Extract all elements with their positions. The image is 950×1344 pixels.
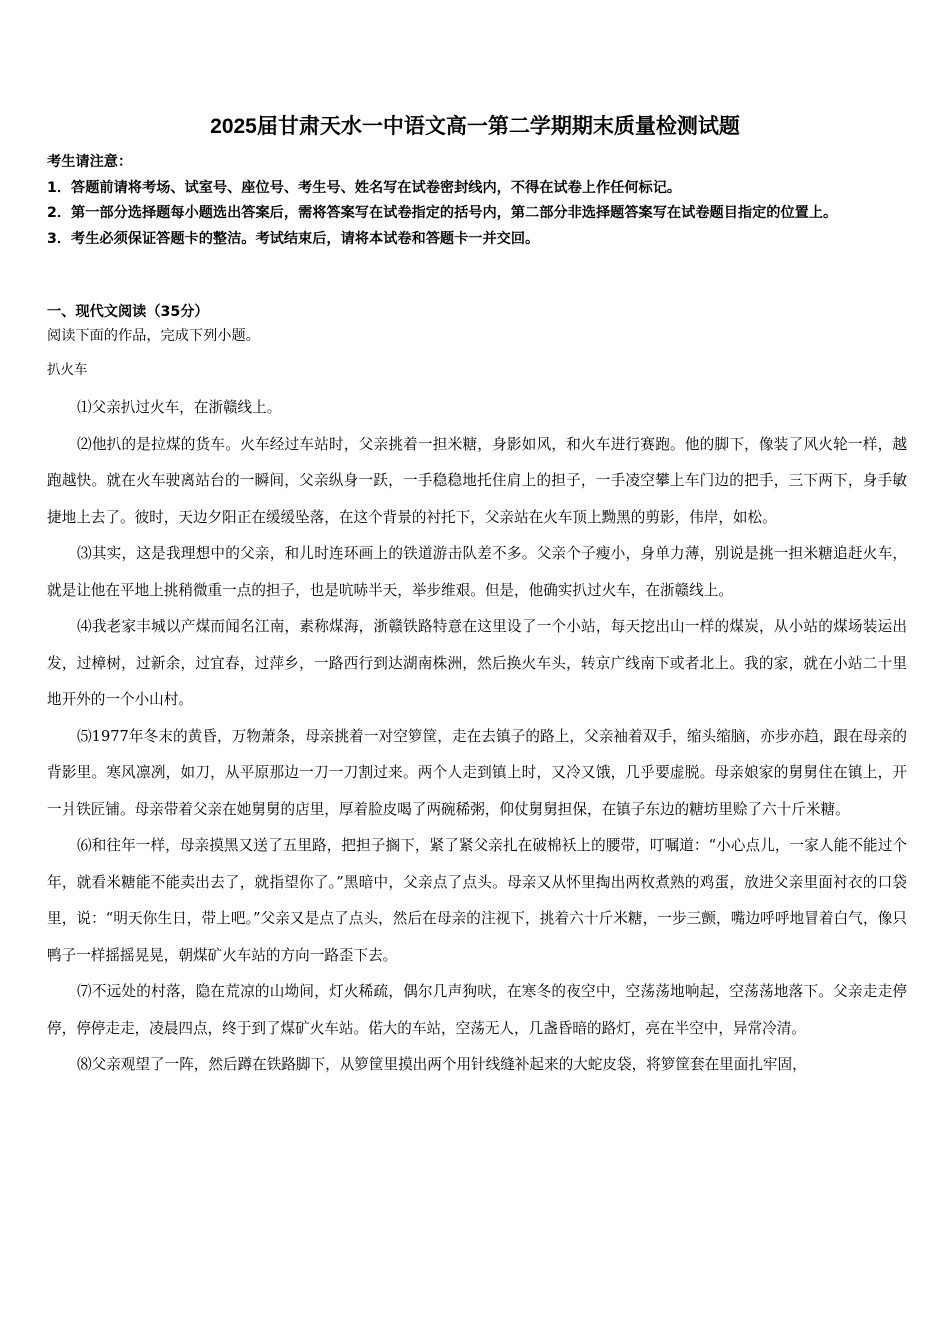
paragraph-6: ⑹和往年一样，母亲摸黑又送了五里路，把担子搁下，紧了紧父亲扎在破棉袄上的腰带，叮嘱道：“小心点儿，一家人能不能过个年，就看米糖能不能卖出去了，就指望你了。”黑暗中，父亲点了点头。母亲又从怀里掏出两枚煮熟的鸡蛋，放进父亲里面衬衣的口袋里，说：“明天你生日，带上吧。”父亲又是点了点头，然后在母亲的注视下，挑着六十斤米糖，一步三颤，嘴边呼呼地冒着白气，像只鸭子一样摇摇晃晃，朝煤矿火车站的方向一路歪下去。: [47, 837, 907, 964]
paragraph-8: ⑻父亲观望了一阵，然后蹲在铁路脚下，从箩筐里摸出两个用针线缝补起来的大蛇皮袋，将箩筐套在里面扎牢固，: [77, 1056, 807, 1073]
paragraph-2: ⑵他扒的是拉煤的货车。火车经过车站时，父亲挑着一担米糖，身影如风，和火车进行赛跑。他的脚下，像装了风火轮一样，越跑越快。就在火车驶离站台的一瞬间，父亲纵身一跃，一手稳稳地托住肩上的担子，一手凌空攀上车门边的把手，三下两下，身手敏捷地上去了。彼时，天边夕阳正在缓缓坠落，在这个背景的衬托下，父亲站在火车顶上黝黑的剪影，伟岸，如松。: [47, 435, 907, 526]
notice-item-2: 2．第一部分选择题每小题选出答案后，需将答案写在试卷指定的括号内，第二部分非选择题答案写在试卷题目指定的位置上。: [47, 205, 838, 221]
exam-title: 2025届甘肃天水一中语文高一第二学期期末质量检测试题: [210, 115, 740, 138]
paragraph-5: ⑸1977年冬末的黄昏，万物萧条，母亲挑着一对空箩筐，走在去镇子的路上，父亲袖着双手，缩头缩脑，亦步亦趋，跟在母亲的背影里。寒风凛冽，如刀，从平原那边一刀一刀割过来。两个人走到镇上时，又冷又饿，几乎要虚脱。母亲娘家的舅舅住在镇上，开一爿铁匠铺。母亲带着父亲在她舅舅的店里，厚着脸皮喝了两碗稀粥，仰仗舅舅担保，在镇子东边的糖坊里赊了六十斤米糖。: [47, 727, 907, 818]
section-intro: 阅读下面的作品，完成下列小题。: [47, 328, 260, 344]
notice-item-1: 1．答题前请将考场、试室号、座位号、考生号、姓名写在试卷密封线内，不得在试卷上作任何标记。: [47, 179, 682, 196]
section-heading: 一、现代文阅读（35分）: [47, 304, 209, 320]
reading-section: [47, 300, 907, 382]
paragraph-4: ⑷我老家丰城以产煤而闻名江南，素称煤海，浙赣铁路特意在这里设了一个小站，每天挖出山一样的煤炭，从小站的煤场装运出发，过樟树，过新余，过宜春，过萍乡，一路西行到达湖南株洲，然后换火车头，转京广线南下或者北上。我的家，就在小站二十里地开外的一个小山村。: [47, 618, 907, 708]
paragraph-3: ⑶其实，这是我理想中的父亲，和儿时连环画上的铁道游击队差不多。父亲个子瘦小，身单力薄，别说是挑一担米糖追赶火车，就是让他在平地上挑稍微重一点的担子，也是吭哧半天，举步维艰。但是，他确实扒过火车，在浙赣线上。: [47, 545, 907, 599]
paragraph-7: ⑺不远处的村落，隐在荒凉的山坳间，灯火稀疏，偶尔几声狗吠，在寒冬的夜空中，空荡荡地响起，空荡荡地落下。父亲走走停停，停停走走，凌晨四点，终于到了煤矿火车站。偌大的车站，空荡无人，几盏昏暗的路灯，亮在半空中，异常冷清。: [47, 983, 907, 1037]
story-title: 扒火车: [47, 362, 88, 378]
notice-heading: 考生请注意：: [47, 154, 133, 170]
story-body: [47, 390, 907, 1084]
paragraph-1: ⑴父亲扒过火车，在浙赣线上。: [77, 399, 282, 416]
candidate-notice: [47, 150, 907, 252]
notice-item-3: 3．考生必须保证答题卡的整洁。考试结束后，请将本试卷和答题卡一并交回。: [47, 230, 540, 247]
